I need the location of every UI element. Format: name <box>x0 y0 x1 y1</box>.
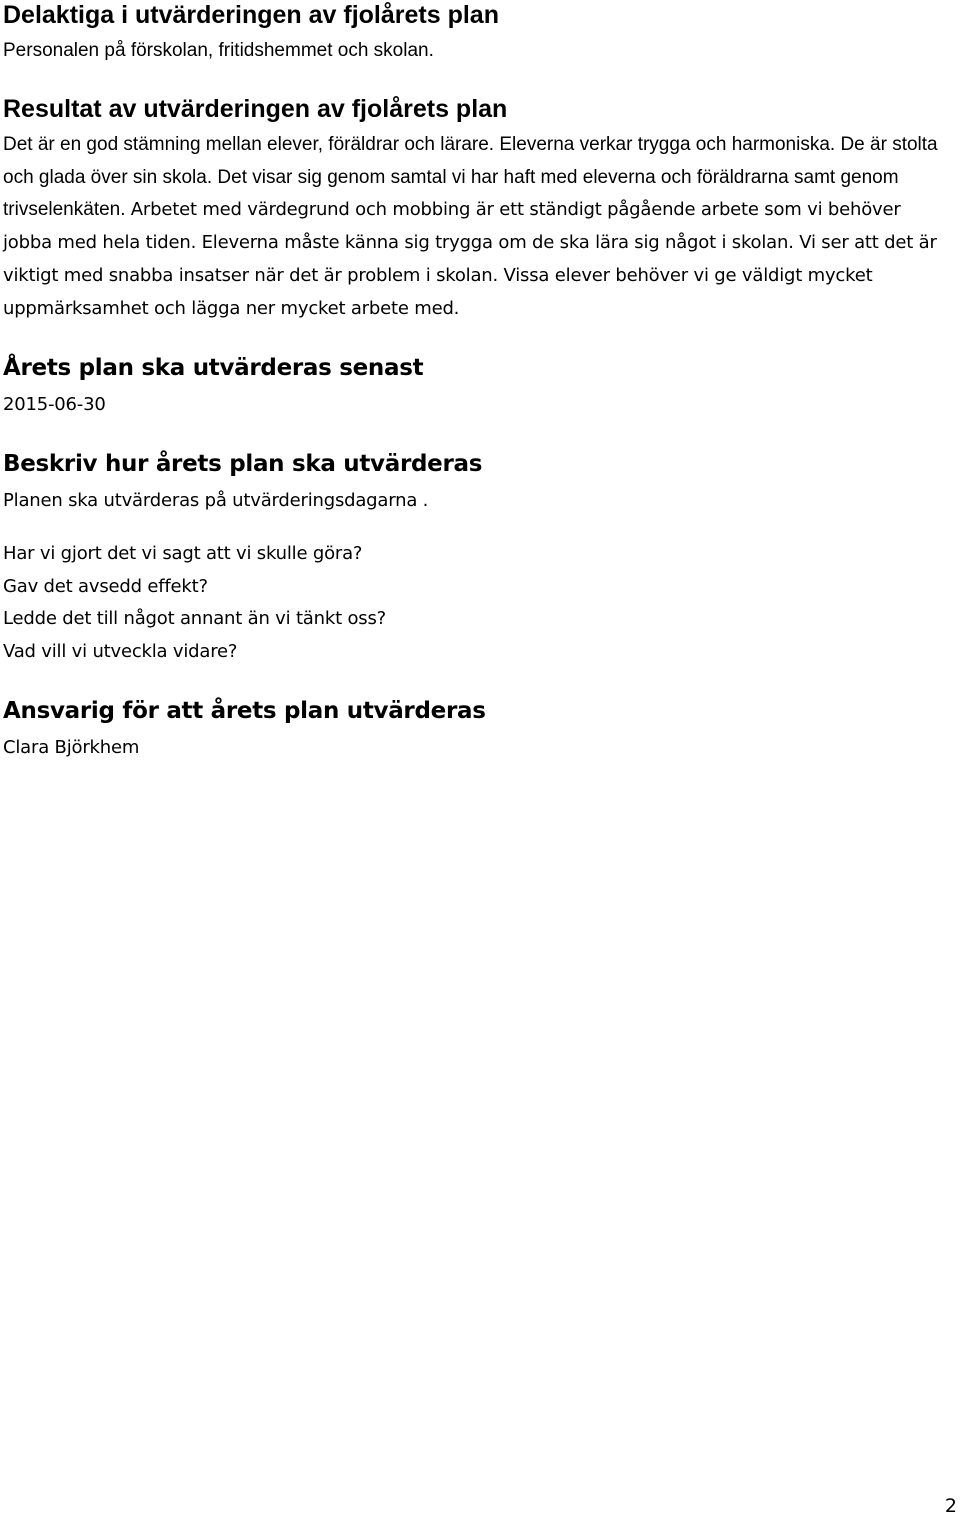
text-resultat-part2: Arbetet med värdegrund och mobbing är ett ständigt pågående arbete som vi behöver jobba med hela tiden. Eleverna måste känna sig trygga om de ska lära sig något i skolan. Vi ser att det är viktigt med snabba insatser när det är problem i skolan. Vissa elever behöver vi ge väldigt mycket uppmärksamhet och lägga ner mycket arbete med. <box>3 199 937 319</box>
heading-deltagare: Delaktiga i utvärderingen av fjolårets plan <box>3 1 499 29</box>
question-item: Gav det avsedd effekt? <box>3 575 208 597</box>
heading-resultat: Resultat av utvärderingen av fjolårets plan <box>3 95 508 123</box>
question-list <box>3 538 386 669</box>
name-ansvarig: Clara Björkhem <box>3 737 140 758</box>
question-item: Har vi gjort det vi sagt att vi skulle göra? <box>3 543 363 564</box>
heading-beskriv: Beskriv hur årets plan ska utvärderas <box>3 451 483 477</box>
question-item: Ledde det till något annant än vi tänkt oss? <box>3 608 386 630</box>
page-number: 2 <box>944 1495 957 1517</box>
question-item: Vad vill vi utveckla vidare? <box>3 641 238 663</box>
text-resultat <box>3 129 953 325</box>
date-senast: 2015-06-30 <box>3 394 106 415</box>
text-resultat-part1: Det är en god stämning mellan elever, föräldrar och lärare. Eleverna verkar trygga och harmoniska. De är stolta och glada över sin skola. Det visar sig genom samtal vi har haft med eleverna och föräldrarna samt genom trivselenkäten. <box>3 134 938 221</box>
text-deltagare: Personalen på förskolan, fritidshemmet och skolan. <box>3 40 434 61</box>
heading-senast: Årets plan ska utvärderas senast <box>3 355 424 381</box>
text-beskriv: Planen ska utvärderas på utvärderingsdagarna . <box>3 490 429 511</box>
heading-ansvarig: Ansvarig för att årets plan utvärderas <box>3 698 486 724</box>
